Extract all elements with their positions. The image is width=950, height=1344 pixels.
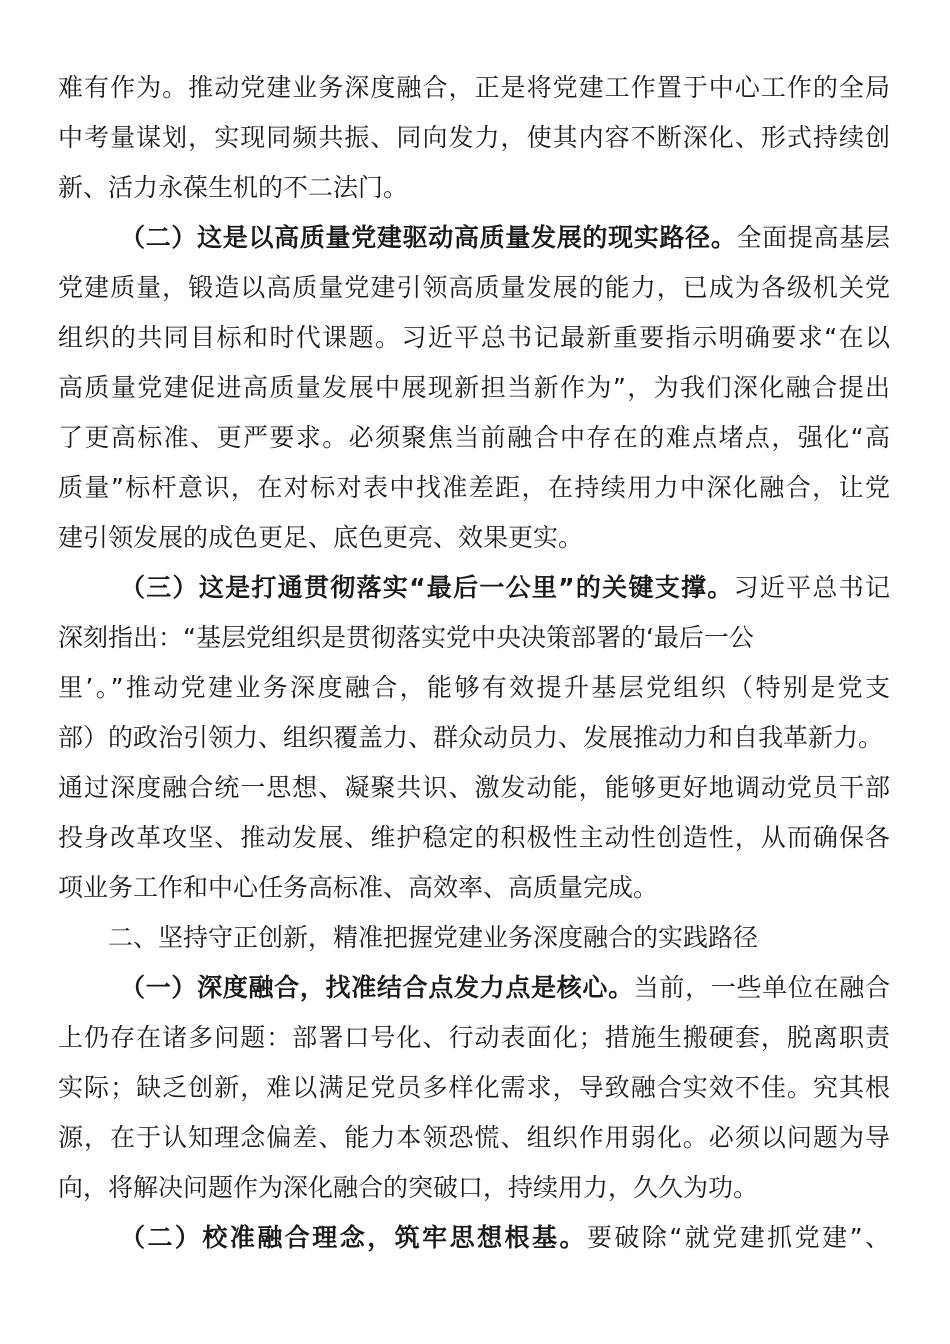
section-heading-bold: （二）校准融合理念，筑牢思想根基。: [120, 1223, 587, 1252]
text-line: 深刻指出：“基层党组织是贯彻落实党中央决策部署的‘最后一公: [58, 623, 754, 652]
text-span: 习近平总书记: [733, 573, 890, 602]
text-line: 新、活力永葆生机的不二法门。: [58, 173, 409, 202]
text-line: 党建质量，锻造以高质量党建引领高质量发展的能力，已成为各级机关党: [58, 273, 890, 302]
text-line: 中考量谋划，实现同频共振、同向发力，使其内容不断深化、形式持续创: [58, 123, 890, 152]
paragraph-heading-line: [120, 568, 890, 608]
section-heading-bold: （一）深度融合，找准结合点发力点是核心。: [120, 973, 634, 1002]
text-line: 高质量党建促进高质量发展中展现新担当新作为”，为我们深化融合提出: [58, 373, 890, 402]
text-line: 组织的共同目标和时代课题。习近平总书记最新重要指示明确要求“在以: [58, 323, 890, 352]
text-span: 全面提高基层: [736, 223, 890, 252]
paragraph-heading-line: [120, 968, 890, 1008]
text-line: 项业务工作和中心任务高标准、高效率、高质量完成。: [58, 873, 659, 902]
text-line: 了更高标准、更严要求。必须聚焦当前融合中存在的难点堵点，强化“高: [58, 423, 890, 452]
section-heading-bold: （三）这是打通贯彻落实“最后一公里”的关键支撑。: [120, 573, 734, 602]
text-line: 难有作为。推动党建业务深度融合，正是将党建工作置于中心工作的全局: [58, 73, 890, 102]
text-line: 投身改革攻坚、推动发展、维护稳定的积极性主动性创造性，从而确保各: [58, 823, 890, 852]
text-line: 源，在于认知理念偏差、能力本领恐慌、组织作用弱化。必须以问题为导: [58, 1123, 890, 1152]
text-line: 通过深度融合统一思想、凝聚共识、激发动能，能够更好地调动党员干部: [58, 773, 890, 802]
paragraph-heading-line: [120, 1218, 890, 1258]
text-line: 质量”标杆意识，在对标对表中找准差距，在持续用力中深化融合，让党: [58, 473, 890, 502]
paragraph-heading-line: [120, 218, 890, 258]
section-heading-bold: （二）这是以高质量党建驱动高质量发展的现实路径。: [120, 223, 737, 252]
text-line: 向，将解决问题作为深化融合的突破口，持续用力，久久为功。: [58, 1173, 759, 1202]
text-line: 上仍存在诸多问题：部署口号化、行动表面化；措施生搬硬套，脱离职责: [58, 1023, 890, 1052]
text-line: 建引领发展的成色更足、底色更亮、效果更实。: [58, 523, 584, 552]
section-heading: 二、坚持守正创新，精准把握党建业务深度融合的实践路径: [108, 923, 759, 952]
text-span: 要破除“就党建抓党建”、: [586, 1223, 890, 1252]
text-line: 里’。”推动党建业务深度融合，能够有效提升基层党组织（特别是党支: [58, 673, 890, 702]
text-span: 当前，一些单位在融合: [633, 973, 890, 1002]
text-line: 部）的政治引领力、组织覆盖力、群众动员力、发展推动力和自我革新力。: [58, 723, 884, 752]
text-line: 实际；缺乏创新，难以满足党员多样化需求，导致融合实效不佳。究其根: [58, 1073, 890, 1102]
